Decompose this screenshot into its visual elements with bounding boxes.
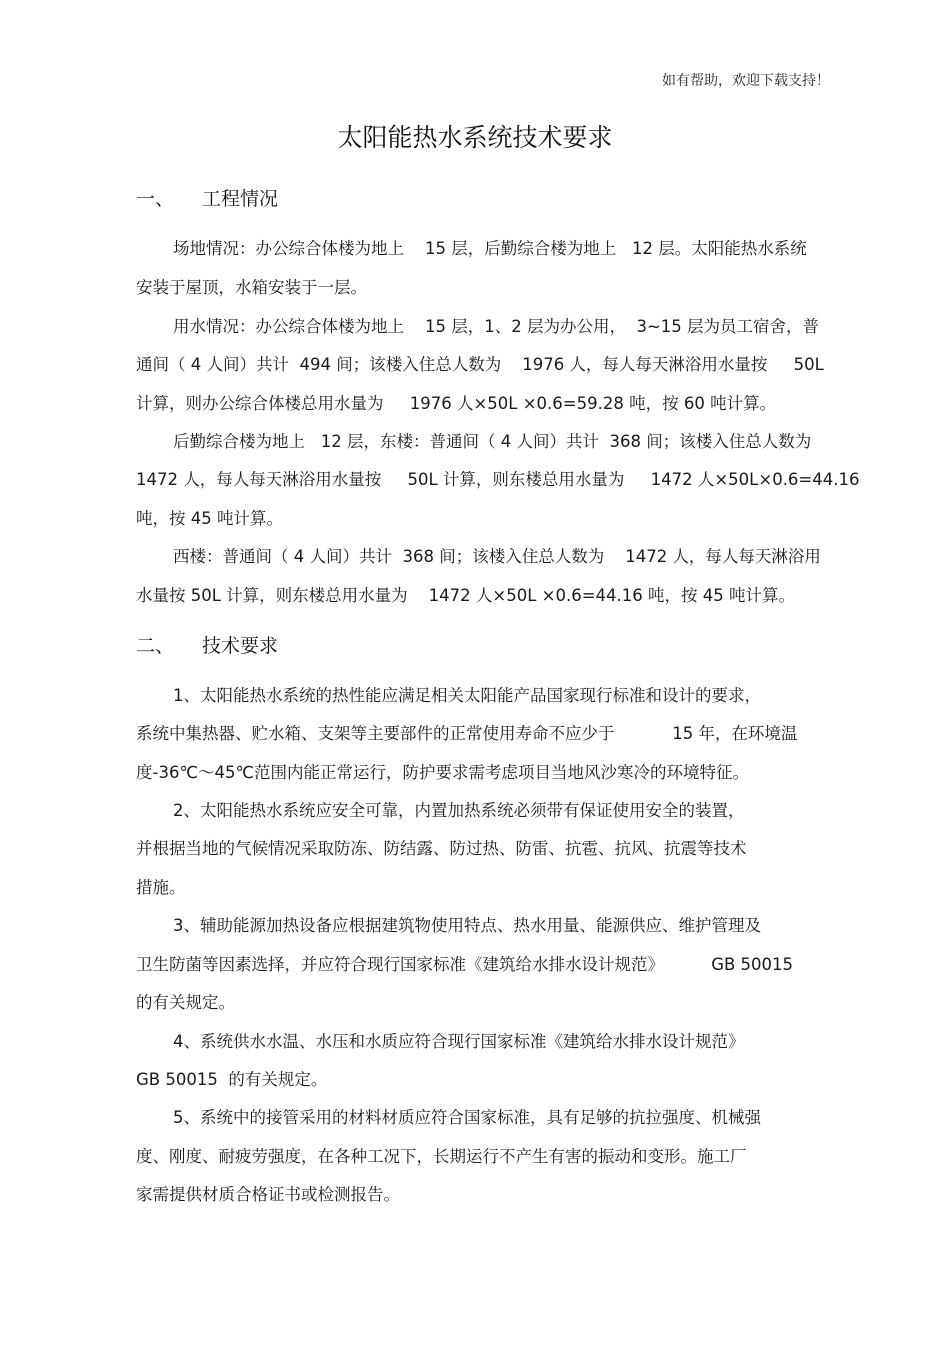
section-number: 二、 — [136, 635, 175, 657]
paragraph-line: 西楼：普通间（ 4 人间）共计 368 间；该楼入住总人数为 1472 人，每人每天淋浴用 — [173, 547, 821, 566]
paragraph-line: 1、太阳能热水系统的热性能应满足相关太阳能产品国家现行标准和设计的要求， — [173, 686, 761, 705]
paragraph-line: 2、太阳能热水系统应安全可靠，内置加热系统必须带有保证使用安全的装置， — [173, 801, 745, 820]
paragraph-line: GB 50015 的有关规定。 — [136, 1070, 328, 1089]
paragraph-line: 家需提供材质合格证书或检测报告。 — [136, 1185, 400, 1204]
section-title: 技术要求 — [202, 635, 279, 657]
paragraph-line: 3、辅助能源加热设备应根据建筑物使用特点、热水用量、能源供应、维护管理及 — [173, 916, 761, 935]
paragraph-line: 系统中集热器、贮水箱、支架等主要部件的正常使用寿命不应少于 15 年，在环境温 — [136, 724, 798, 743]
paragraph-line: 吨，按 45 吨计算。 — [136, 509, 283, 528]
paragraph-line: 度、刚度、耐疲劳强度，在各种工况下，长期运行不产生有害的振动和变形。施工厂 — [136, 1147, 747, 1166]
section-title: 工程情况 — [202, 188, 279, 210]
section-number: 一、 — [136, 188, 175, 210]
section-heading-1 — [136, 184, 278, 211]
paragraph-line: 用水情况：办公综合体楼为地上 15 层，1、2 层为办公用， 3~15 层为员工宿舍，普 — [173, 317, 820, 336]
paragraph-line: 场地情况：办公综合体楼为地上 15 层，后勤综合楼为地上 12 层。太阳能热水系统 — [173, 239, 807, 258]
header-note: 如有帮助，欢迎下载支持！ — [662, 73, 830, 89]
paragraph-line: 并根据当地的气候情况采取防冻、防结露、防过热、防雷、抗雹、抗风、抗震等技术 — [136, 839, 747, 858]
paragraph-line: 卫生防菌等因素选择，并应符合现行国家标准《建筑给水排水设计规范》 GB 50015 — [136, 955, 794, 974]
paragraph-line: 5、系统中的接管采用的材料材质应符合国家标准，具有足够的抗拉强度、机械强 — [173, 1108, 761, 1127]
paragraph-line: 计算，则办公综合体楼总用水量为 1976 人×50L ×0.6=59.28 吨，按 60 吨计算。 — [136, 394, 777, 413]
paragraph-line: 1472 人，每人每天淋浴用水量按 50L 计算，则东楼总用水量为 1472 人×50L×0.6=44.16 — [136, 470, 860, 489]
document-title: 太阳能热水系统技术要求 — [337, 123, 613, 152]
paragraph-line: 通间（ 4 人间）共计 494 间；该楼入住总人数为 1976 人，每人每天淋浴用水量按 50L — [136, 355, 824, 374]
paragraph-line: 的有关规定。 — [136, 993, 235, 1012]
paragraph-line: 4、系统供水水温、水压和水质应符合现行国家标准《建筑给水排水设计规范》 — [173, 1032, 745, 1051]
paragraph-line: 措施。 — [136, 878, 186, 897]
paragraph-line: 水量按 50L 计算，则东楼总用水量为 1472 人×50L ×0.6=44.16 吨，按 45 吨计算。 — [136, 586, 796, 605]
paragraph-line: 后勤综合楼为地上 12 层，东楼：普通间（ 4 人间）共计 368 间；该楼入住总人数为 — [173, 432, 812, 451]
paragraph-line: 度-36℃～45℃范围内能正常运行，防护要求需考虑项目当地风沙寒冷的环境特征。 — [136, 763, 750, 782]
paragraph-line: 安装于屋顶，水箱安装于一层。 — [136, 278, 367, 297]
section-heading-2 — [136, 631, 278, 658]
